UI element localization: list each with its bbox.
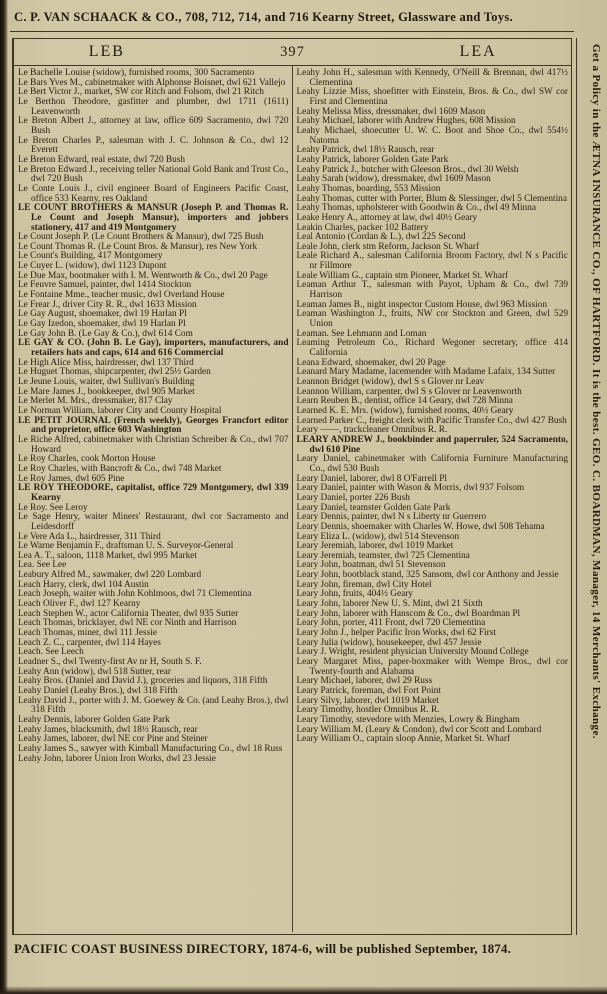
directory-entry: Leary John, laborer New U. S. Mint, dwl 21 Sixth [296, 599, 483, 610]
directory-entry: Le Breton Edward, real estate, dwl 720 Bush [18, 154, 186, 165]
directory-entry: Le Huguet Thomas, shipcarpenter, dwl 25½ Garden [18, 367, 211, 378]
directory-entry: Leahy Patrick J., butcher with Gleeson Bros., dwl 30 Welsh [296, 164, 519, 175]
directory-entry: Le Feuvre Samuel, painter, dwl 1414 Stockton [18, 280, 192, 291]
directory-entry: Le Gay August, shoemaker, dwl 19 Harlan Pl [18, 309, 187, 320]
directory-entry: Leannon William, carpenter, dwl S s Glover nr Leavenworth [296, 386, 522, 397]
directory-entry: Leahy Michael, shoecutter U. W. C. Boot and Shoe Co., dwl 554½ Natoma [296, 125, 568, 146]
directory-entry: Leahy John H., salesman with Kennedy, O'Neill & Brennan, dwl 417½ Clementina [296, 68, 568, 88]
directory-entry: Le Bachelle Louise (widow), furnished rooms, 300 Sacramento [18, 68, 255, 78]
directory-entry: Leana Edward, shoemaker, dwl 20 Page [296, 357, 446, 368]
directory-entry: Leary John, fruits, 404½ Geary [296, 589, 413, 600]
directory-entry: Leach Oliver F., dwl 127 Kearny [18, 599, 141, 610]
directory-entry: Leahy Michael, laborer with Andrew Hughes, 608 Mission [296, 116, 516, 127]
directory-entry: Leahy Sarah (widow), dressmaker, dwl 1609 Mason [296, 174, 491, 185]
directory-entry: Le Vere Ada L., hairdresser, 311 Third [18, 531, 161, 542]
directory-entry: Le Breton Albert J., attorney at law, office 609 Sacramento, dwl 720 Bush [18, 116, 289, 136]
directory-entry: Leakin Charles, packer 102 Battery [296, 222, 429, 233]
directory-entry: Leaman James B., night inspector Custom House, dwl 963 Mission [296, 299, 547, 310]
directory-entry: Leach. See Leech [18, 647, 84, 658]
directory-entry: Leale William G., captain stm Pioneer, Market St. Wharf [296, 270, 509, 281]
directory-entry: Lea A. T., saloon, 1118 Market, dwl 995 Market [18, 550, 197, 561]
directory-entry: Leahy David J., porter with J. M. Goewey & Co. (and Leahy Bros.), dwl 318 Fifth [18, 695, 289, 716]
side-advertisement-vertical: Get a Policy in the ÆTNA INSURANCE CO., OF HARTFORD. It is the best. GEO. C. BOARDMAN, Manager, 14 Merchants' Exchange. [590, 44, 602, 739]
page-bottom-shadow [0, 986, 607, 994]
directory-entry: Le Roy Charles, cook Morton House [18, 454, 156, 465]
directory-entry: LE ROY THEODORE, capitalist, office 729 Montgomery, dwl 339 Kearny [18, 483, 289, 503]
directory-entry: Leaming Petroleum Co., Richard Wegoner secretary, office 414 California [296, 338, 568, 359]
directory-entry: Leary Michael, laborer, dwl 29 Russ [296, 676, 433, 687]
directory-entry: Le Fontaine Mme., teacher music, dwl Overland House [18, 290, 225, 301]
directory-entry: LE COUNT BROTHERS & MANSUR (Joseph P. and Thomas R. Le Count and Joseph Mansur), importers and jobbers stationery, 417 and 419 Montgomery [18, 203, 289, 233]
directory-entry: Learn Reuben B., dentist, office 14 Geary, dwl 728 Minna [296, 396, 513, 407]
bottom-advertisement: PACIFIC COAST BUSINESS DIRECTORY, 1874-6, will be published September, 1874. [14, 942, 511, 956]
directory-entry: Leary John J., helper Pacific Iron Works, dwl 62 First [296, 628, 496, 639]
directory-entry: Le Due Max, bootmaker with I. M. Wentworth & Co., dwl 20 Page [18, 270, 268, 281]
directory-entry: Leabury Alfred M., sawmaker, dwl 220 Lombard [18, 570, 202, 581]
directory-entry: Leach Joseph, waiter with John Kohlmoos, dwl 71 Clementina [18, 589, 252, 600]
directory-entry: Leannon Bridget (widow), dwl S s Glover nr Leav [296, 377, 485, 387]
directory-entry: Leary ——, trackcleaner Omnibus R. R. [296, 425, 448, 436]
directory-entry: Leary Dennis, shoemaker with Charles W. Howe, dwl 508 Tehama [296, 521, 545, 532]
column-header-row [14, 39, 571, 66]
directory-entry: Leadner S., dwl Twenty-first Av nr H, South S. F. [18, 657, 202, 668]
directory-entry: Learned Parker C., freight clerk with Pacific Transfer Co., dwl 427 Bush [296, 415, 567, 426]
directory-entry: Leahy James, laborer, dwl NE cor Pine and Steiner [18, 734, 208, 745]
directory-entry: Leahy Daniel (Leahy Bros.), dwl 318 Fifth [18, 686, 178, 696]
directory-entry: Leaman Washington J., fruits, NW cor Stockton and Green, dwl 529 Union [296, 309, 568, 330]
directory-entry: Le Gay Izedon, shoemaker, dwl 19 Harlan Pl [18, 319, 186, 330]
directory-entry: LE GAY & CO. (John B. Le Gay), importers, manufacturers, and retailers hats and caps, 614 and 616 Commercial [18, 338, 289, 359]
directory-entry: Leary Daniel, porter 226 Bush [296, 492, 410, 503]
directory-entry: Le Frear J., driver City R. R., dwl 1633 Mission [18, 299, 197, 310]
directory-columns [14, 66, 571, 932]
directory-entry: Leahy Bros. (Daniel and David J.), groceries and liquors, 318 Fifth [18, 676, 268, 687]
sidebar-divider-rule [576, 38, 577, 935]
directory-entry: Leale John, clerk stm Reform, Jackson St. Wharf [296, 241, 480, 252]
directory-entry: Leahy Thomas, boarding, 553 Mission [296, 183, 441, 194]
directory-entry: Learned K. E. Mrs. (widow), furnished rooms, 40½ Geary [296, 405, 514, 416]
directory-entry: Leary William M. (Leary & Condon), dwl cor Scott and Lombard [296, 724, 542, 735]
directory-entry: Leary William O., captain sloop Annie, Market St. Wharf [296, 734, 511, 745]
directory-entry: Le Bars Yves M., cabinetmaker with Alphonse Boisnet, dwl 621 Vallejo [18, 77, 286, 88]
directory-entry: Le Norman William, laborer City and County Hospital [18, 405, 222, 416]
directory-entry: Leach Thomas, bricklayer, dwl NE cor Ninth and Harrison [18, 618, 237, 629]
directory-entry: Leary Patrick, foreman, dwl Fort Point [296, 686, 441, 696]
directory-entry: Leach Stephen W., actor California Theater, dwl 935 Sutter [18, 608, 239, 619]
directory-entry: Leahy Lizzie Miss, shoefitter with Einstein, Bros. & Co., dwl SW cor First and Clementina [296, 87, 568, 107]
directory-entry: Leary Daniel, laborer, dwl 8 O'Farrell Pl [296, 473, 448, 484]
directory-entry: Leary J. Wright, resident physician University Mound College [296, 647, 529, 658]
directory-entry: Le Count Thomas R. (Le Count Bros. & Mansur), res New York [18, 241, 258, 252]
directory-entry: Leahy Thomas, cutter with Porter, Blum & Slessinger, dwl 5 Clementina [296, 193, 567, 204]
directory-entry: Leary Timothy, hostler Omnibus R. R. [296, 705, 440, 716]
directory-entry: Le Cuyer L. (widow), dwl 1123 Dupont [18, 261, 167, 272]
directory-entry: Le Bert Victor J., market, SW cor Ritch and Folsom, dwl 21 Ritch [18, 87, 264, 98]
directory-entry: Leal Antonio (Cordan & L.), dwl 225 Second [296, 232, 466, 243]
directory-entry: Le Mare James J., bookkeeper, dwl 905 Market [18, 386, 195, 397]
directory-entry: Leary Margaret Miss, paper-boxmaker with Wempe Bros., dwl cor Twenty-fourth and Alabama [296, 657, 568, 677]
directory-entry: Leahy John, laborer Union Iron Works, dwl 23 Jessie [18, 753, 216, 764]
directory-entry: Le Berthon Theodore, gasfitter and plumber, dwl 1711 (1611) Leavenworth [18, 96, 289, 117]
directory-entry: Leary Jeremiah, laborer, dwl 1019 Market [296, 541, 454, 552]
directory-entry: Leary Daniel, painter with Wason & Morris, dwl 937 Folsom [296, 483, 525, 494]
directory-entry: Le Merlet M. Mrs., dressmaker, 817 Clay [18, 396, 173, 407]
directory-entry: Leary John, fireman, dwl City Hotel [296, 579, 432, 590]
directory-entry: Le Count Joseph P. (Le Count Brothers & Mansur), dwl 725 Bush [18, 232, 264, 243]
directory-entry: Leary Timothy, stevedore with Menzies, Lowry & Bingham [296, 714, 520, 725]
directory-entry: Leahy James, blacksmith, dwl 18½ Rausch, rear [18, 724, 198, 735]
header-left-abbr: LEB [88, 43, 125, 60]
directory-entry: Le Count's Building, 417 Montgomery [18, 251, 163, 262]
directory-entry: Leaman Arthur T., salesman with Payot, Upham & Co., dwl 739 Harrison [296, 280, 568, 301]
directory-entry: Le Gay John B. (Le Gay & Co.), dwl 614 Com [18, 328, 193, 339]
book-spine-shadow [0, 0, 8, 994]
directory-entry: Leary Daniel, teamster Golden Gate Park [296, 502, 451, 513]
directory-entry: Le Jeune Louis, waiter, dwl Sullivan's Building [18, 377, 195, 387]
directory-entry: Leary Silvy, laborer, dwl 1019 Market [296, 695, 439, 706]
directory-entry: Leahy Dennis, laborer Golden Gate Park [18, 714, 170, 725]
directory-entry: Leale Richard A., salesman California Broom Factory, dwl N s Pacific nr Fillmore [296, 251, 568, 272]
directory-entry: Leahy Ann (widow), dwl 518 Sutter, rear [18, 666, 171, 677]
directory-content-box [12, 38, 572, 935]
directory-entry: Leary John, bootblack stand, 325 Sansom, dwl cor Anthony and Jessie [296, 570, 559, 581]
directory-entry: Leanard Mary Madame, lacemender with Madame Lafaix, 134 Sutter [296, 367, 556, 378]
directory-entry: Le Riche Alfred, cabinetmaker with Christian Schreiber & Co., dwl 707 Howard [18, 434, 289, 455]
directory-entry: Le Roy Charles, with Bancroft & Co., dwl 748 Market [18, 463, 222, 474]
directory-entry: Leahy Patrick, laborer Golden Gate Park [296, 154, 449, 165]
directory-entry: Le Breton Charles P., salesman with J. C. Johnson & Co., dwl 12 Everett [18, 135, 289, 156]
directory-entry: Leary John, laborer with Hanscom & Co., dwl Boardman Pl [296, 608, 521, 619]
column-right-entries [293, 66, 572, 932]
banner-rule [10, 31, 574, 32]
directory-entry: Le Conte Louis J., civil engineer Board of Engineers Pacific Coast, office 533 Kearny, res Oakland [18, 183, 289, 204]
header-right-abbr: LEA [459, 43, 497, 60]
directory-entry: Leahy Thomas, upholsterer with Goodwin & Co., dwl 49 Minna [296, 203, 536, 214]
directory-entry: Le Sage Henry, waiter Miners' Restaurant, dwl cor Sacramento and Leidesdorff [18, 512, 289, 532]
directory-entry: Leary John, porter, 411 Front, dwl 720 Clementina [296, 618, 486, 629]
directory-entry: Leary Julia (widow), housekeeper, dwl 457 Jessie [296, 637, 482, 648]
directory-entry: Lea. See Lee [18, 560, 67, 571]
top-advertisement: C. P. VAN SCHAACK & CO., 708, 712, 714, and 716 Kearny Street, Glassware and Toys. [14, 10, 513, 24]
directory-entry: LE PETIT JOURNAL (French weekly), Georges Francfort editor and proprietor, office 603 Washington [18, 415, 289, 436]
directory-entry: Leary Jeremiah, teamster, dwl 725 Clementina [296, 550, 470, 561]
directory-entry: Leahy Melissa Miss, dressmaker, dwl 1609 Mason [296, 106, 486, 117]
directory-entry: LEARY ANDREW J., bookbinder and paperruler, 524 Sacramento, dwl 610 Pine [296, 434, 568, 455]
column-left-entries [14, 66, 293, 932]
directory-entry: Le Warne Benjamin F., draftsman U. S. Surveyor-General [18, 541, 234, 552]
directory-entry: Leary John, boatman, dwl 51 Stevenson [296, 560, 446, 571]
directory-entry: Leary Daniel, cabinetmaker with California Furniture Manufacturing Co., dwl 530 Bush [296, 454, 568, 474]
directory-entry: Leach Thomas, miner, dwl 111 Jessie [18, 628, 157, 639]
directory-entry: Le High Alice Miss, hairdresser, dwl 137 Third [18, 357, 194, 368]
page-number: 397 [280, 43, 305, 60]
directory-entry: Leake Henry A., attorney at law, dwl 40½ Geary [296, 212, 478, 223]
directory-entry: Leahy Patrick, dwl 18½ Rausch, rear [296, 145, 435, 156]
directory-entry: Leary Dennis, painter, dwl N s Liberty nr Guerrero [296, 512, 487, 523]
directory-entry: Le Breton Edward J., receiving teller National Gold Bank and Trust Co., dwl 720 Bush [18, 164, 289, 185]
directory-entry: Le Roy James, dwl 605 Pine [18, 473, 125, 484]
directory-entry: Leahy James S., sawyer with Kimball Manufacturing Co., dwl 18 Russ [18, 743, 283, 754]
directory-entry: Leach Harry, clerk, dwl 104 Austin [18, 579, 149, 590]
directory-entry: Leach Z. C., carpenter, dwl 114 Hayes [18, 637, 161, 648]
directory-entry: Leaman. See Lehmann and Loman [296, 328, 427, 339]
directory-entry: Leary Eliza L. (widow), dwl 514 Stevenson [296, 531, 460, 542]
directory-entry: Le Roy. See Leroy [18, 502, 88, 513]
